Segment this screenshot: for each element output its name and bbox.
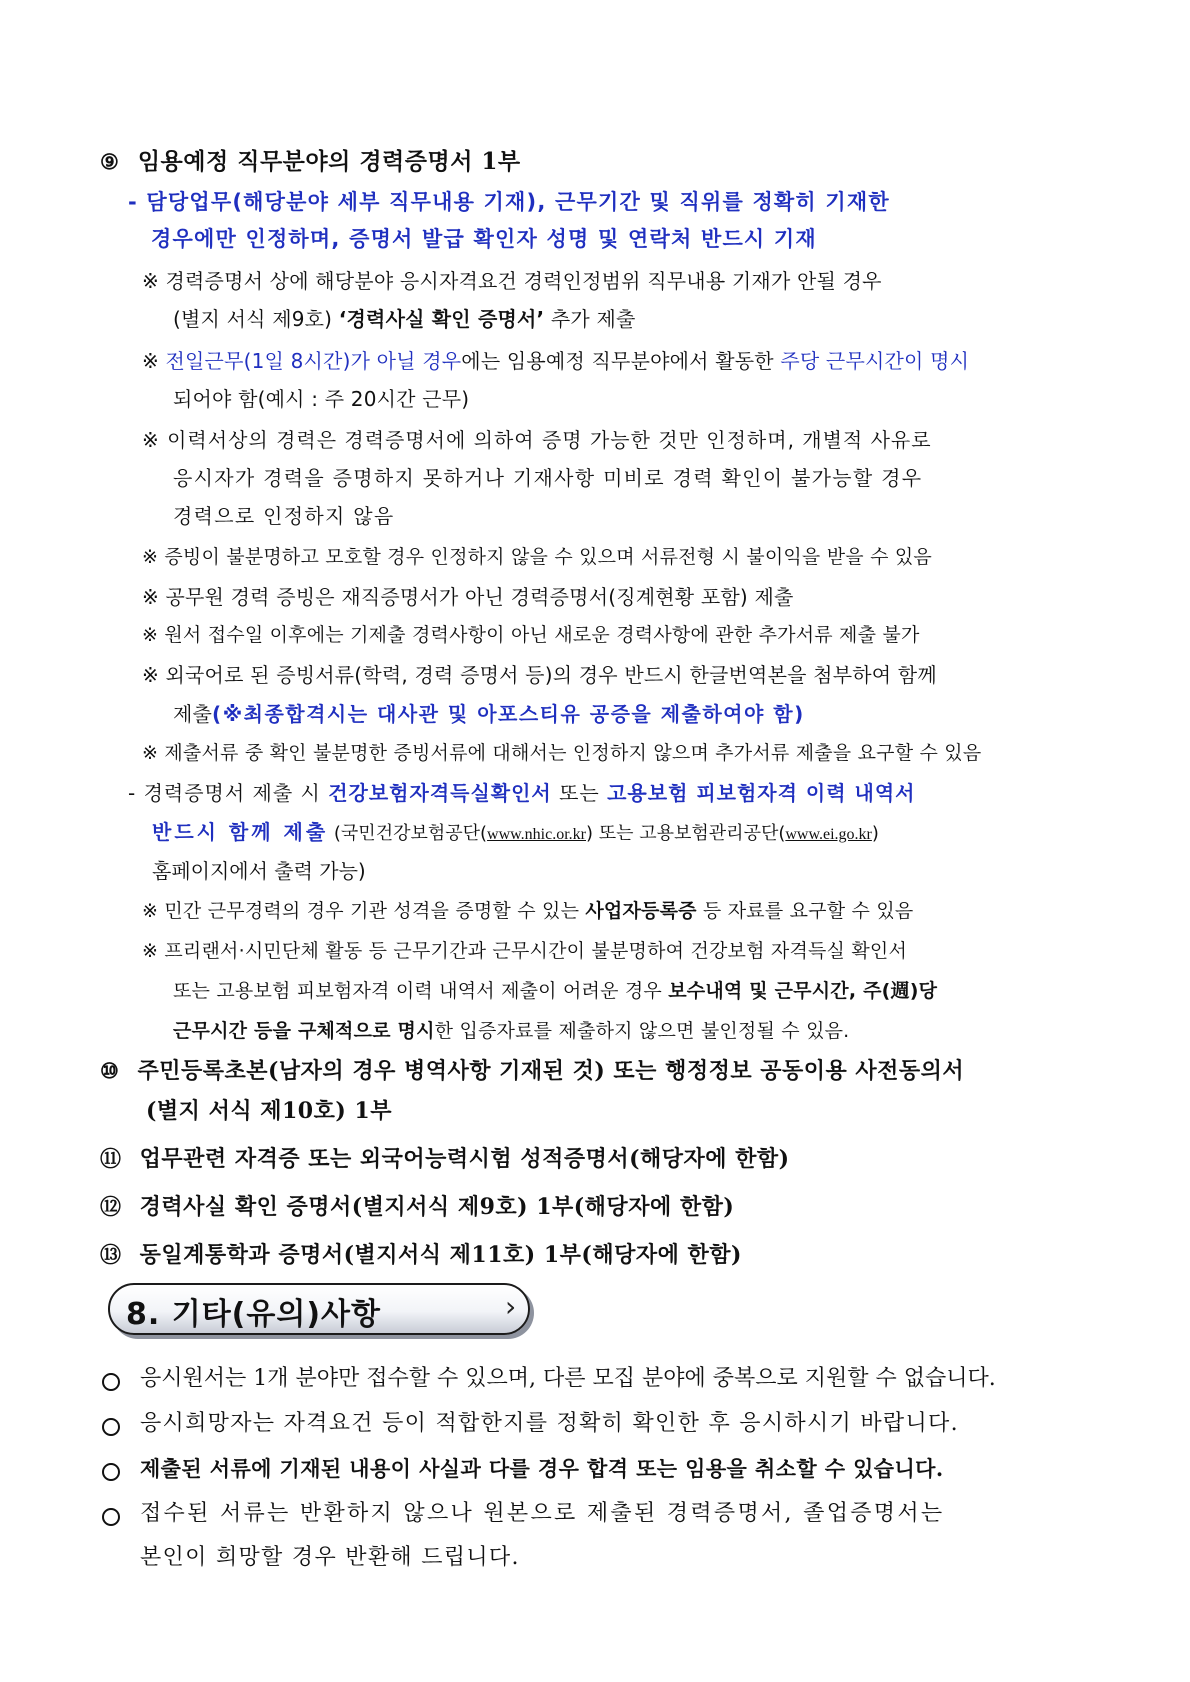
note1-post: 추가 제출 <box>544 307 636 331</box>
item-12 <box>100 1196 734 1218</box>
notice-4-line2: 본인이 희망할 경우 반환해 드립니다. <box>140 1545 520 1570</box>
item-13-number: ⑬ <box>100 1242 122 1267</box>
dash2-blue2: 고용보험 피보험자격 이력 내역서 <box>607 781 916 805</box>
notice-2-bullet-icon <box>102 1418 120 1436</box>
notice-3-text: 제출된 서류에 기재된 내용이 사실과 다를 경우 합격 또는 임용을 취소할 수 있습니다. <box>140 1456 944 1481</box>
note2-blue1: 전일근무(1일 8시간)가 아닐 경우 <box>165 349 462 373</box>
item-9-heading <box>100 150 521 173</box>
item-9-note9 <box>142 902 913 921</box>
item-13 <box>100 1244 742 1266</box>
item-9-title: 임용예정 직무분야의 경력증명서 1부 <box>137 148 521 175</box>
item-9-note6: ※ 원서 접수일 이후에는 기제출 경력사항이 아닌 새로운 경력사항에 관한 추가서류 제출 불가 <box>142 624 920 646</box>
dash2-line2-b: ) 또는 고용보험관리공단( <box>586 823 786 844</box>
item-10-number: ⑩ <box>100 1058 120 1083</box>
item-9-dash1-line1: - 담당업무(해당분야 세부 직무내용 기재), 근무기간 및 직위를 정확히 기재한 <box>128 190 890 214</box>
item-9-note5: ※ 공무원 경력 증빙은 재직증명서가 아닌 경력증명서(징계현황 포함) 제출 <box>142 585 794 609</box>
item-9-note2-line2: 되어야 함(예시 : 주 20시간 근무) <box>173 387 470 411</box>
note10-line2-pre: 또는 고용보험 피보험자격 이력 내역서 제출이 어려운 경우 <box>173 980 669 1002</box>
item-13-text: 동일계통학과 증명서(별지서식 제11호) 1부(해당자에 한함) <box>139 1242 742 1268</box>
item-9-note2-line1 <box>142 351 969 371</box>
item-9-note3-line3: 경력으로 인정하지 않음 <box>173 504 395 528</box>
item-12-number: ⑫ <box>100 1194 122 1219</box>
notice-1-bullet-icon <box>102 1373 120 1391</box>
note2-mid: 에는 임용예정 직무분야에서 활동한 <box>461 349 781 373</box>
item-9-note3-line1: ※ 이력서상의 경력은 경력증명서에 의하여 증명 가능한 것만 인정하며, 개별적 사유로 <box>142 428 932 452</box>
item-9-note1-line1: ※ 경력증명서 상에 해당분야 응시자격요건 경력인정범위 직무내용 기재가 안될 경우 <box>142 269 882 293</box>
dash2-blue1: 건강보험자격득실확인서 <box>328 781 552 805</box>
note7-pre: 제출 <box>173 702 213 726</box>
item-10-text: 주민등록초본(남자의 경우 병역사항 기재된 것) 또는 행정정보 공동이용 사전동의서 <box>137 1058 965 1084</box>
notice-4-line1: 접수된 서류는 반환하지 않으나 원본으로 제출된 경력증명서, 졸업증명서는 <box>140 1501 945 1526</box>
item-9-note7-line1: ※ 외국어로 된 증빙서류(학력, 경력 증명서 등)의 경우 반드시 한글번역본을 첨부하여 함께 <box>142 663 937 687</box>
item-9-number: ⑨ <box>100 149 120 174</box>
dash2-line2-a: (국민건강보험공단( <box>328 823 488 844</box>
note1-pre: (별지 서식 제9호) <box>173 307 339 331</box>
dash2-pre: - 경력증명서 제출 시 <box>128 781 329 805</box>
item-11 <box>100 1148 790 1170</box>
item-9-note7-line2 <box>173 704 805 724</box>
note9-bold: 사업자등록증 <box>585 900 697 922</box>
item-9-note8: ※ 제출서류 중 확인 불분명한 증빙서류에 대해서는 인정하지 않으며 추가서류 제출을 요구할 수 있음 <box>142 742 982 764</box>
item-9-note10-line3 <box>173 1022 849 1041</box>
nhic-link[interactable]: www.nhic.or.kr <box>487 826 586 843</box>
item-9-dash2-line1 <box>128 783 915 803</box>
item-9-note10-line1: ※ 프리랜서·시민단체 활동 등 근무기간과 근무시간이 불분명하여 건강보험 자격득실 확인서 <box>142 940 908 962</box>
item-12-text: 경력사실 확인 증명서(별지서식 제9호) 1부(해당자에 한함) <box>139 1194 735 1220</box>
item-10-line1 <box>100 1060 964 1082</box>
item-11-number: ⑪ <box>100 1146 122 1171</box>
chevron-right-icon: › <box>505 1290 517 1323</box>
item-11-text: 업무관련 자격증 또는 외국어능력시험 성적증명서(해당자에 한함) <box>139 1146 790 1172</box>
ei-link[interactable]: www.ei.go.kr <box>785 826 872 843</box>
note10-line3-bold: 근무시간 등을 구체적으로 명시 <box>173 1020 435 1042</box>
notice-1-text: 응시원서는 1개 분야만 접수할 수 있으며, 다른 모집 분야에 중복으로 지원할 수 없습니다. <box>140 1366 996 1391</box>
note9-pre: ※ 민간 근무경력의 경우 기관 성격을 증명할 수 있는 <box>142 900 586 922</box>
dash2-line2-blue: 반드시 함께 제출 <box>152 820 329 844</box>
note2-mark: ※ <box>142 349 166 373</box>
item-9-note1-line2 <box>173 309 636 329</box>
notice-2-text: 응시희망자는 자격요건 등이 적합한지를 정확히 확인한 후 응시하시기 바랍니다. <box>140 1411 959 1436</box>
note1-bold: ‘경력사실 확인 증명서’ <box>338 307 545 331</box>
note10-line2-bold: 보수내역 및 근무시간, 주(週)당 <box>668 980 938 1002</box>
item-9-note10-line2 <box>173 982 937 1001</box>
item-9-note3-line2: 응시자가 경력을 증명하지 못하거나 기재사항 미비로 경력 확인이 불가능할 경우 <box>173 466 923 490</box>
item-9-dash2-line3: 홈페이지에서 출력 가능) <box>152 859 366 883</box>
item-9-dash1-line2: 경우에만 인정하며, 증명서 발급 확인자 성명 및 연락처 반드시 기재 <box>151 227 817 251</box>
item-10-line2: (별지 서식 제10호) 1부 <box>146 1098 392 1124</box>
section-8-title: 8. 기타(유의)사항 <box>126 1297 382 1332</box>
notice-3-bullet-icon <box>102 1463 120 1481</box>
note9-post: 등 자료를 요구할 수 있음 <box>696 900 914 922</box>
note2-blue2: 주당 근무시간이 명시 <box>780 349 970 373</box>
item-9-note4: ※ 증빙이 불분명하고 모호할 경우 인정하지 않을 수 있으며 서류전형 시 불이익을 받을 수 있음 <box>142 546 932 568</box>
note10-line3-post: 한 입증자료를 제출하지 않으면 불인정될 수 있음. <box>434 1020 850 1042</box>
notice-4-bullet-icon <box>102 1508 120 1526</box>
dash2-line2-c: ) <box>871 823 879 844</box>
note7-blue: (※최종합격시는 대사관 및 아포스티유 공증을 제출하여야 함) <box>212 702 805 726</box>
dash2-mid: 또는 <box>551 781 608 805</box>
item-9-dash2-line2 <box>152 822 879 843</box>
